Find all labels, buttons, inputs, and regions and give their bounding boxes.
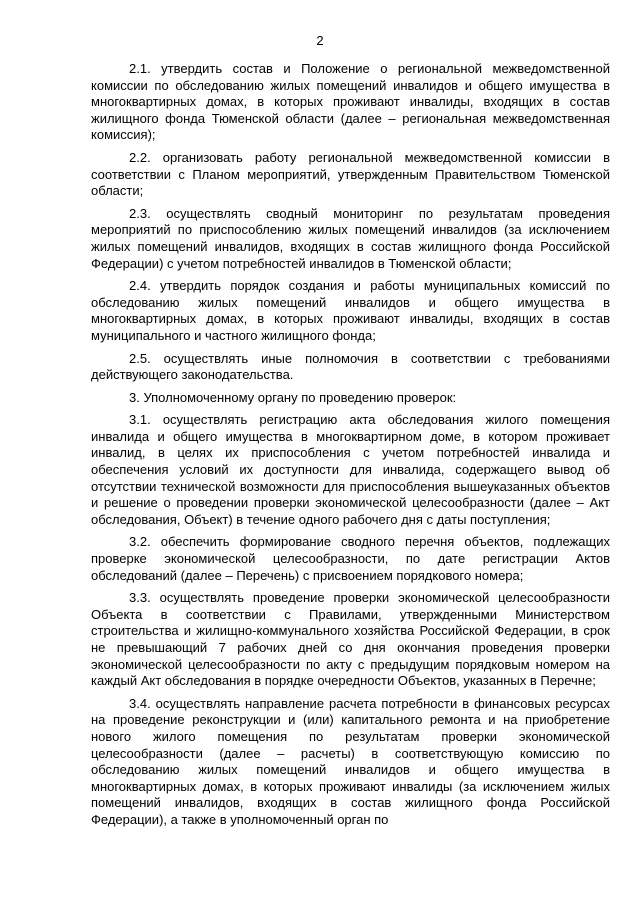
paragraph-3-1: 3.1. осуществлять регистрацию акта обследования жилого помещения инвалида и общего имущества в многоквартирном доме, в котором проживает инвалид, в целях их приспособления с учетом потребностей инвалида и обеспечения условий их доступности для инвалида, содержащего вывод об отсутствии технической возможности для приспособления вышеуказанных объектов и решение о проведении проверки экономической целесообразности (далее – Акт обследования, Объект) в течение одного рабочего дня с даты поступления; — [91, 412, 610, 527]
paragraph-3-4: 3.4. осуществлять направление расчета потребности в финансовых ресурсах на проведение реконструкции и (или) капитального ремонта и на приобретение нового жилого помещения по результатам проверки экономической целесообразности (далее – расчеты) в соответствующую комиссию по обследованию жилых помещений инвалидов и общего имущества в многоквартирных домах, в которых проживают инвалиды (за исключением жилых помещений инвалидов, входящих в состав жилищного фонда Российской Федерации), а также в уполномоченный орган по — [91, 695, 610, 827]
paragraph-2-2: 2.2. организовать работу региональной межведомственной комиссии в соответствии с Планом мероприятий, утвержденным Правительством Тюменской области; — [91, 149, 610, 199]
page-number: 2 — [316, 33, 324, 48]
paragraph-3-3: 3.3. осуществлять проведение проверки экономической целесообразности Объекта в соответствии с Правилами, утвержденными Министерством строительства и жилищно-коммунального хозяйства Российской Федерации, в срок не превышающий 7 рабочих дней со дня окончания проведения проверки экономической целесообразности по акту с предыдущим порядковым номером на каждый Акт обследования в порядке очередности Объектов, указанных в Перечне; — [91, 590, 610, 689]
paragraph-3-2: 3.2. обеспечить формирование сводного перечня объектов, подлежащих проверке экономической целесообразности, по дате регистрации Актов обследований (далее – Перечень) с присвоением порядкового номера; — [91, 534, 610, 583]
paragraph-3-heading: 3. Уполномоченному органу по проведению проверок: — [129, 389, 457, 405]
paragraph-2-5: 2.5. осуществлять иные полномочия в соответствии с требованиями действующего законодательства. — [91, 350, 610, 383]
document-body — [91, 61, 610, 835]
paragraph-2-1: 2.1. утвердить состав и Положение о региональной межведомственной комиссии по обследованию жилых помещений инвалидов и общего имущества в многоквартирных домах, в которых проживают инвалиды, входящих в состав жилищного фонда Тюменской области (далее – региональная межведомственная комиссия); — [91, 61, 610, 143]
paragraph-2-3: 2.3. осуществлять сводный мониторинг по результатам проведения мероприятий по приспособлению жилых помещений инвалидов (за исключением жилых помещений инвалидов, входящих в состав жилищного фонда Российской Федерации) с учетом потребностей инвалидов в Тюменской области; — [91, 205, 610, 271]
paragraph-2-4: 2.4. утвердить порядок создания и работы муниципальных комиссий по обследованию жилых помещений инвалидов и общего имущества в многоквартирных домах, в которых проживают инвалиды, входящих в состав муниципального и частного жилищного фонда; — [91, 278, 610, 343]
